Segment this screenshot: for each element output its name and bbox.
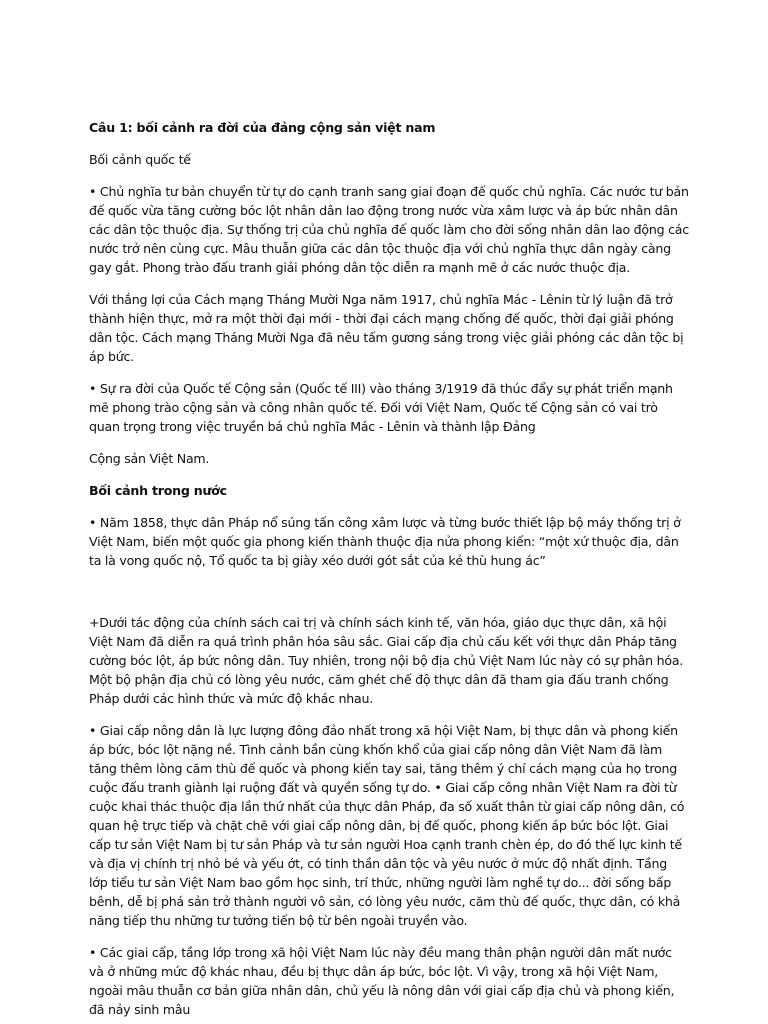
paragraph: +Dưới tác động của chính sách cai trị và chính sách kinh tế, văn hóa, giáo dục thực dân, xã hội Việt Nam đã diễn ra quá trình phân hóa sâu sắc. Giai cấp địa chủ cấu kết với thực dân Pháp tăng cường bóc lột, áp bức nông dân. Tuy nhiên, trong nội bộ địa chủ Việt Nam lúc này có sự phân hóa. Một bộ phận địa chủ có lòng yêu nước, căm ghét chế độ thực dân đã tham gia đấu tranh chống Pháp dưới các hình thức và mức độ khác nhau. [89,615,684,706]
paragraph: Cộng sản Việt Nam. [89,451,210,466]
section-heading-domestic: Bối cảnh trong nước [89,483,227,498]
paragraph: • Chủ nghĩa tư bản chuyển từ tự do cạnh tranh sang giai đoạn đế quốc chủ nghĩa. Các nước tư bản đế quốc vừa tăng cường bóc lột nhân dân lao động trong nước vừa xâm lược và áp bức nhân dân các dân tộc thuộc địa. Sự thống trị của chủ nghĩa đế quốc làm cho đời sống nhân dân lao động các nước trở nên cùng cực. Mâu thuẫn giữa các dân tộc thuộc địa với chủ nghĩa thực dân ngày càng gay gắt. Phong trào đấu tranh giải phóng dân tộc diễn ra mạnh mẽ ở các nước thuộc địa. [89,184,689,275]
paragraph: • Năm 1858, thực dân Pháp nổ súng tấn công xâm lược và từng bước thiết lập bộ máy thống trị ở Việt Nam, biến một quốc gia phong kiến thành thuộc địa nửa phong kiến: “một xứ thuộc địa, dân ta là vong quốc nộ, Tổ quốc ta bị giày xéo dưới gót sắt của kẻ thù hung ác” [89,515,681,568]
document-title: Câu 1: bối cảnh ra đời của đảng cộng sản việt nam [89,120,436,135]
paragraph: • Sự ra đời của Quốc tế Cộng sản (Quốc tế III) vào tháng 3/1919 đã thúc đẩy sự phát triển mạnh mẽ phong trào cộng sản và công nhân quốc tế. Đối với Việt Nam, Quốc tế Cộng sản có vai trò quan trọng trong việc truyền bá chủ nghĩa Mác - Lênin và thành lập Đảng [89,381,673,434]
section-heading-international: Bối cảnh quốc tế [89,152,191,167]
paragraph: • Giai cấp nông dân là lực lượng đông đảo nhất trong xã hội Việt Nam, bị thực dân và phong kiến áp bức, bóc lột nặng nề. Tình cảnh bần cùng khốn khổ của giai cấp nông dân Việt Nam đã làm tăng thêm lòng căm thù đế quốc và phong kiến tay sai, tăng thêm ý chí cách mạng của họ trong cuộc đấu tranh giành lại ruộng đất và quyền sống tự do. • Giai cấp công nhân Việt Nam ra đời từ cuộc khai thác thuộc địa lần thứ nhất của thực dân Pháp, đa số xuất thân từ giai cấp nông dân, có quan hệ trực tiếp và chặt chẽ với giai cấp nông dân, bị đế quốc, phong kiến áp bức bóc lột. Giai cấp tư sản Việt Nam bị tư sản Pháp và tư sản người Hoa cạnh tranh chèn ép, do đó thế lực kinh tế và địa vị chính trị nhỏ bé và yếu ớt, có tinh thần dân tộc và yêu nước ở mức độ nhất định. Tầng lớp tiểu tư sản Việt Nam bao gồm học sinh, trí thức, những người làm nghề tự do... đời sống bấp bênh, dễ bị phá sản trở thành người vô sản, có lòng yêu nước, căm thù đế quốc, thực dân, có khả năng tiếp thu những tư tưởng tiến bộ từ bên ngoài truyền vào. [89,723,685,928]
paragraph: • Các giai cấp, tầng lớp trong xã hội Việt Nam lúc này đều mang thân phận người dân mất nước và ở những mức độ khác nhau, đều bị thực dân áp bức, bóc lột. Vì vậy, trong xã hội Việt Nam, ngoài mâu thuẫn cơ bản giữa nhân dân, chủ yếu là nông dân với giai cấp địa chủ và phong kiến, đã nảy sinh mâu [89,945,675,1017]
paragraph: Với thắng lợi của Cách mạng Tháng Mười Nga năm 1917, chủ nghĩa Mác - Lênin từ lý luận đã trở thành hiện thực, mở ra một thời đại mới - thời đại cách mạng chống đế quốc, thời đại giải phóng dân tộc. Cách mạng Tháng Mười Nga đã nêu tấm gương sáng trong việc giải phóng các dân tộc bị áp bức. [89,292,684,364]
document-page [89,118,689,1019]
